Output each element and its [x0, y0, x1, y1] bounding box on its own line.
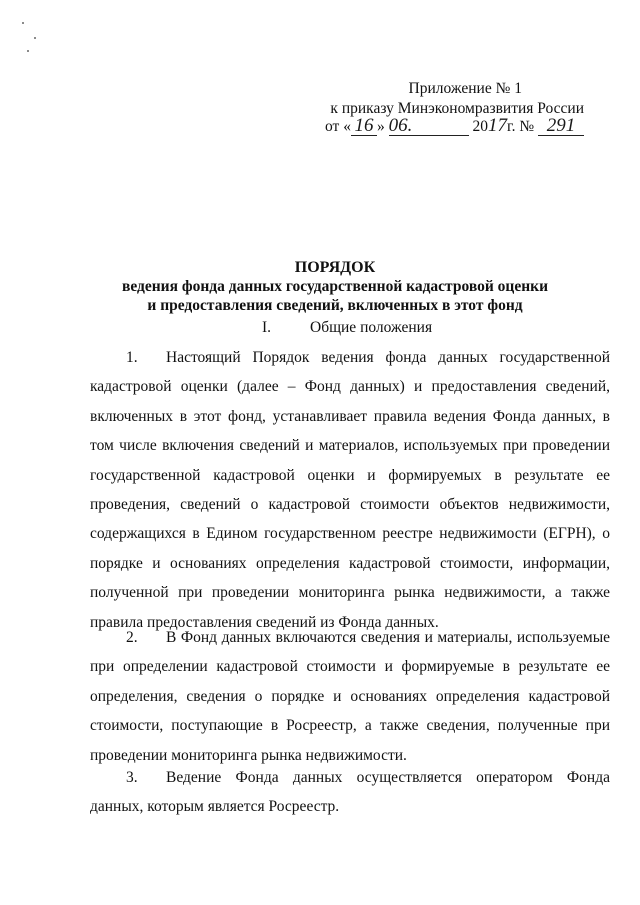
section-title: Общие положения [310, 319, 433, 336]
appendix-date-line [325, 115, 584, 138]
paragraph-text: Настоящий Порядок ведения фонда данных государственной кадастровой оценки (далее – Фонд данных) и предоставления сведений, включенных в этот фонд, устанавливает правила ведения Фонда данных, в том числе включения сведений и материалов, используемых при проведении государственной кадастровой оценки и формируемых в результате ее проведения, сведений о кадастровой стоимости объектов недвижимости, содержащихся в Едином государственном реестре недвижимости (ЕГРН), о порядке и основаниях определения кадастровой стоимости, информации, полученной при проведении мониторинга рынка недвижимости, а также правила предоставления сведений из Фонда данных. [90, 349, 610, 631]
order-number: 291 [538, 117, 584, 136]
date-year-suffix: 17 [487, 115, 507, 136]
title-main: ПОРЯДОК [294, 259, 376, 276]
scan-speck [27, 50, 29, 52]
paragraph-number: 1. [126, 349, 138, 366]
paragraph-text: В Фонд данных включаются сведения и материалы, используемые при определении кадастровой стоимости и формируемые в результате ее определения, сведения о порядке и основаниях определения кадастровой стоимости, поступающие в Росреестр, а также сведения, полученные при проведении мониторинга рынка недвижимости. [90, 629, 610, 764]
paragraph-1 [90, 343, 610, 637]
appendix-order-ref: к приказу Минэкономразвития России [330, 100, 584, 117]
date-year-prefix: 20 [472, 118, 488, 135]
scan-speck [22, 22, 24, 24]
appendix-number: Приложение № 1 [408, 80, 522, 97]
paragraph-2 [90, 623, 610, 770]
paragraph-3 [90, 763, 610, 822]
date-prefix: от « [325, 118, 351, 135]
section-number: I. [262, 319, 272, 336]
section-heading [262, 319, 432, 337]
title-subtitle-line2: и предоставления сведений, включенных в этот фонд [147, 297, 523, 314]
paragraph-number: 2. [126, 629, 138, 646]
title-subtitle-line1: ведения фонда данных государственной кадастровой оценки [121, 278, 549, 295]
date-month: 06. [389, 117, 469, 136]
paragraph-number: 3. [126, 769, 138, 786]
scan-speck [34, 37, 36, 39]
paragraph-text: Ведение Фонда данных осуществляется оператором Фонда данных, которым является Росреестр. [90, 769, 610, 816]
date-year-tail: г. № [506, 118, 535, 135]
date-day: 16 [351, 117, 377, 136]
document-title [40, 259, 630, 315]
date-sep: » [376, 118, 385, 135]
